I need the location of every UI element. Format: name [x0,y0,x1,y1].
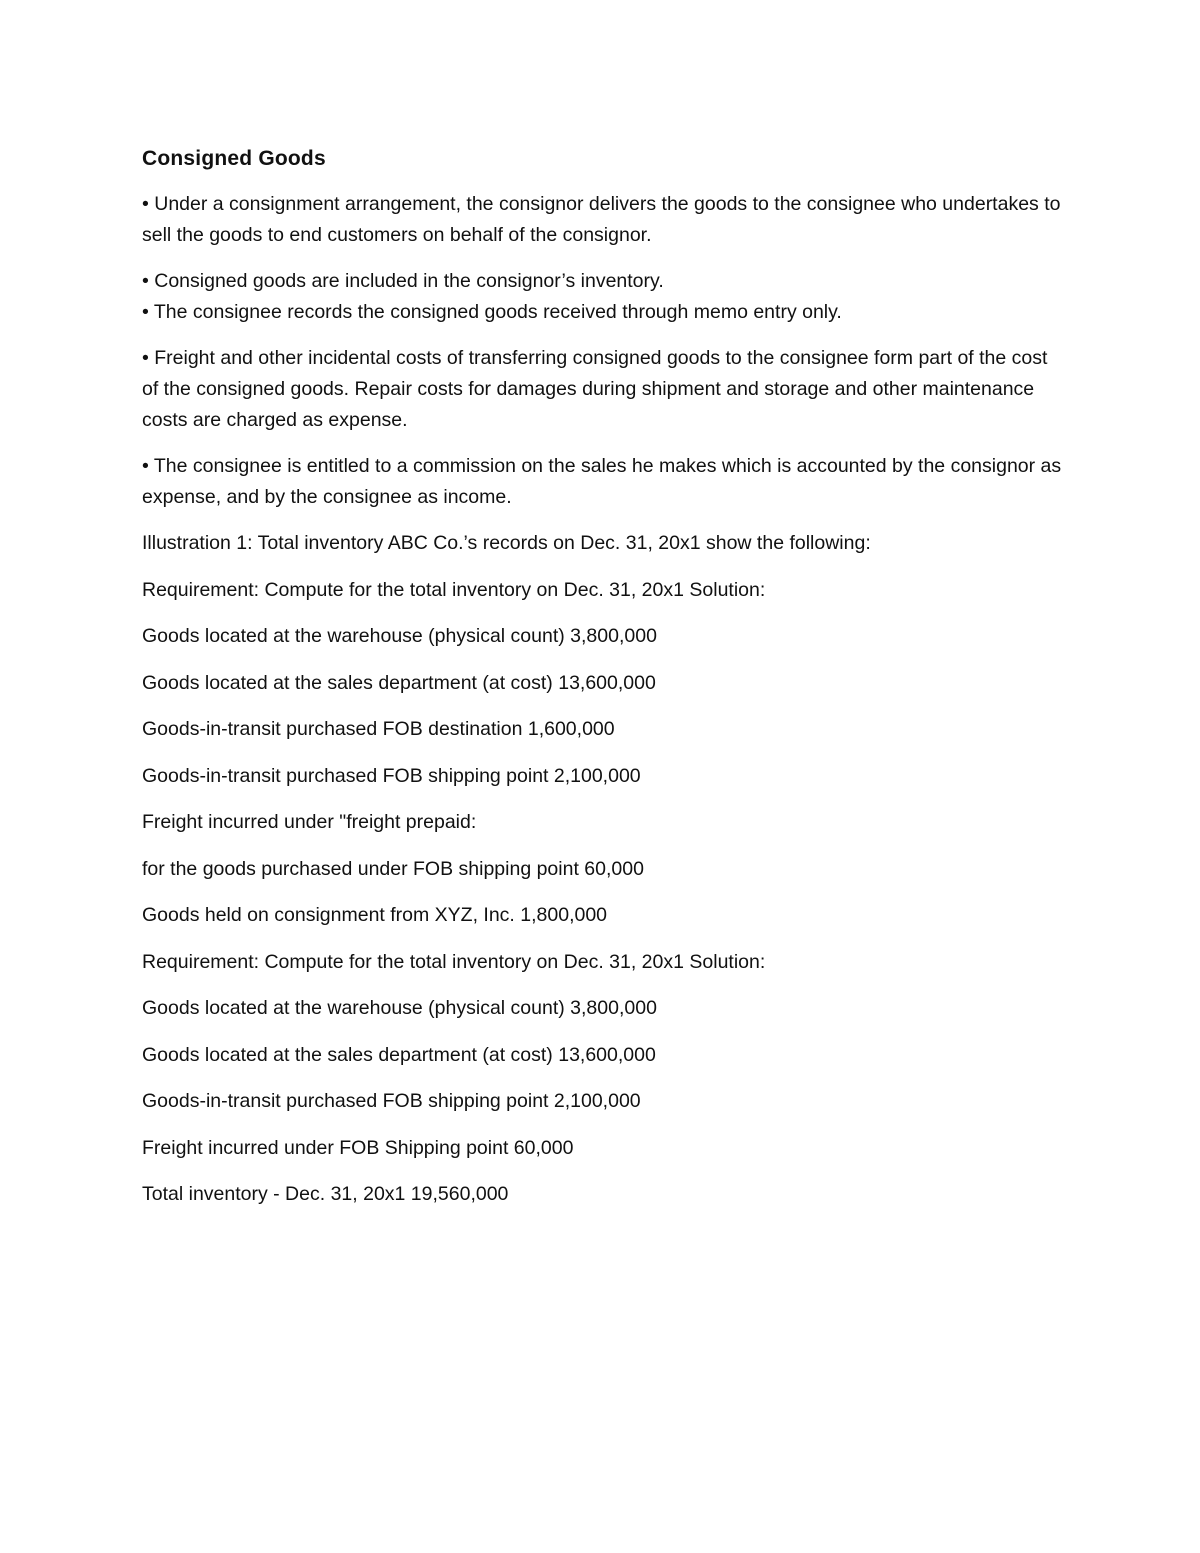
document-body [142,143,1062,1226]
inventory-item-line: Goods located at the sales department (at cost) 13,600,000 [142,671,656,694]
inventory-item-line: Goods-in-transit purchased FOB destination 1,600,000 [142,718,615,740]
inventory-item-line: for the goods purchased under FOB shipping point 60,000 [142,857,644,880]
inventory-item-line: Goods-in-transit purchased FOB shipping point 2,100,000 [142,764,641,787]
solution-item-line: Goods-in-transit purchased FOB shipping point 2,100,000 [142,1090,641,1112]
bullet-freight-costs: • Freight and other incidental costs of transferring consigned goods to the consignee form part of the cost of the consigned goods. Repair costs for damages during shipment and storage and other maintenance costs are charged as expense. [142,347,1048,431]
requirement-line: Requirement: Compute for the total inventory on Dec. 31, 20x1 Solution: [142,578,766,601]
total-inventory-line: Total inventory - Dec. 31, 20x1 19,560,000 [142,1183,509,1205]
bullet-consignment-arrangement: • Under a consignment arrangement, the consignor delivers the goods to the consignee who undertakes to sell the goods to end customers on behalf of the consignor. [142,193,1061,246]
bullet-commission: • The consignee is entitled to a commission on the sales he makes which is accounted by the consignor as expense, and by the consignee as income. [142,455,1062,508]
inventory-item-line: Goods held on consignment from XYZ, Inc. 1,800,000 [142,904,608,926]
solution-item-line: Goods located at the sales department (at cost) 13,600,000 [142,1043,656,1066]
illustration-heading: Illustration 1: Total inventory ABC Co.’s records on Dec. 31, 20x1 show the following: [142,532,871,554]
requirement-line: Requirement: Compute for the total inventory on Dec. 31, 20x1 Solution: [142,950,766,973]
inventory-item-line: Freight incurred under "freight prepaid: [142,811,477,833]
solution-item-line: Freight incurred under FOB Shipping point 60,000 [142,1136,574,1159]
document-title: Consigned Goods [142,147,326,170]
solution-item-line: Goods located at the warehouse (physical count) 3,800,000 [142,997,657,1019]
bullet-consignor-inventory: • Consigned goods are included in the consignor’s inventory. [142,270,664,292]
inventory-item-line: Goods located at the warehouse (physical count) 3,800,000 [142,625,657,647]
bullet-memo-entry: • The consignee records the consigned goods received through memo entry only. [142,301,842,323]
